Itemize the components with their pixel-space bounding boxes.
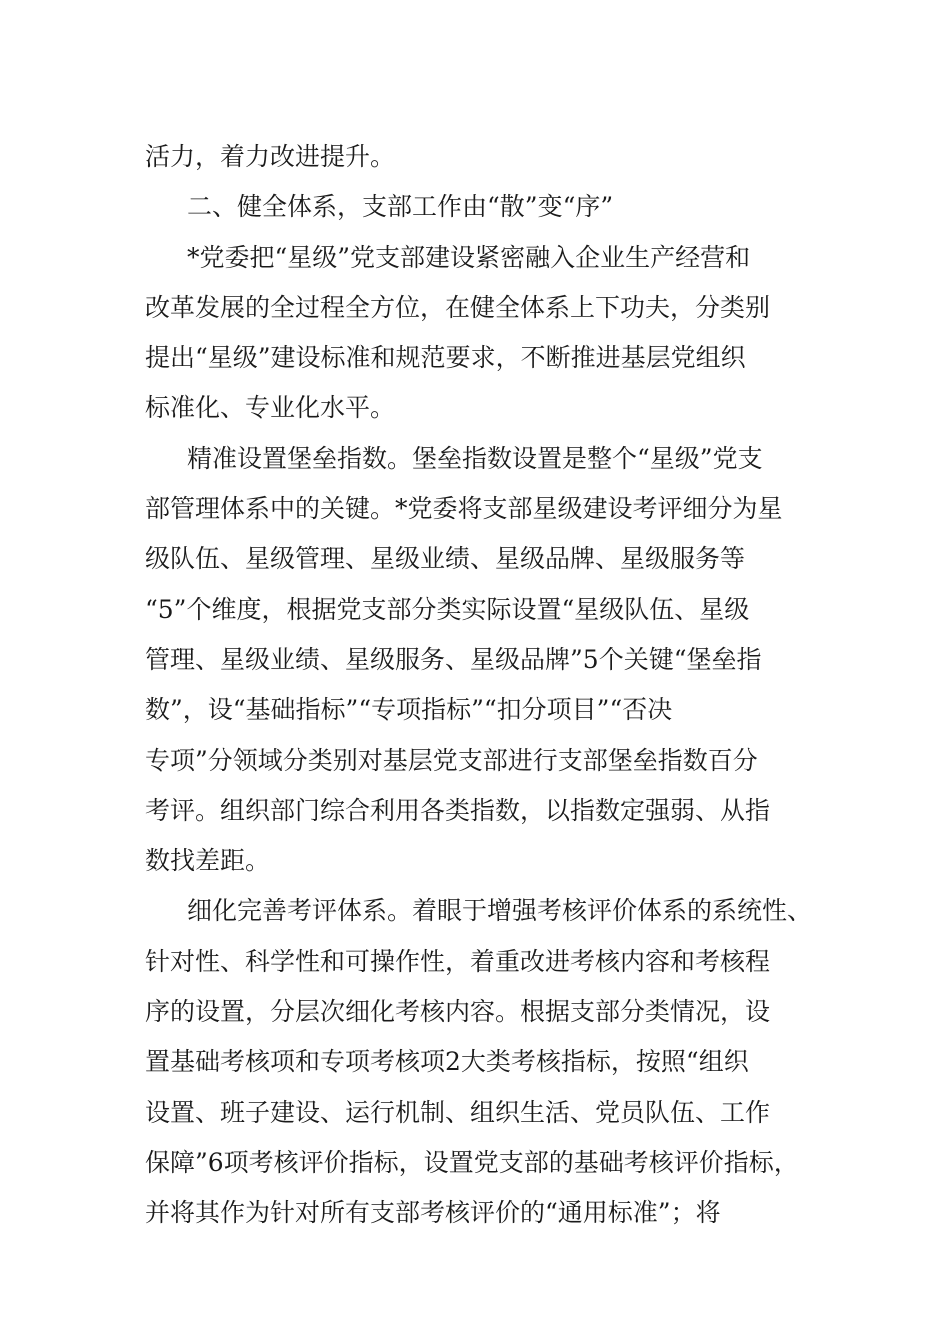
text-line: 管理、星级业绩、星级服务、星级品牌”5个关键“堡垒指 [145,644,762,674]
section-heading: 二、健全体系，支部工作由“散”变“序” [187,192,614,222]
text-line: 改革发展的全过程全方位，在健全体系上下功夫，分类别 [145,292,771,322]
text-line: “5”个维度，根据党支部分类实际设置“星级队伍、星级 [145,594,750,624]
text-line: 活力，着力改进提升。 [145,142,396,171]
text-line: 精准设置堡垒指数。堡垒指数设置是整个“星级”党支 [187,443,763,473]
text-line: 保障”6项考核评价指标，设置党支部的基础考核评价指标， [145,1147,799,1177]
document-body [145,132,817,1239]
text-line: *党委把“星级”党支部建设紧密融入企业生产经营和 [187,242,751,272]
text-line: 并将其作为针对所有支部考核评价的“通用标准”；将 [145,1198,721,1228]
text-line: 标准化、专业化水平。 [145,393,396,423]
text-line: 提出“星级”建设标准和规范要求，不断推进基层党组织 [145,343,746,373]
text-line: 部管理体系中的关键。*党委将支部星级建设考评细分为星 [145,494,783,524]
text-line: 序的设置，分层次细化考核内容。根据支部分类情况，设 [145,997,771,1027]
text-line: 设置、班子建设、运行机制、组织生活、党员队伍、工作 [145,1097,771,1127]
text-line: 数找差距。 [145,846,271,876]
text-line: 置基础考核项和专项考核项2大类考核指标，按照“组织 [145,1047,749,1077]
text-line: 数”，设“基础指标”“专项指标”“扣分项目”“否决 [145,695,673,725]
text-line: 考评。组织部门综合利用各类指数，以指数定强弱、从指 [145,795,771,825]
text-line: 专项”分领域分类别对基层党支部进行支部堡垒指数百分 [145,745,758,775]
text-line: 细化完善考评体系。着眼于增强考核评价体系的系统性、 [187,896,813,926]
text-line: 针对性、科学性和可操作性，着重改进考核内容和考核程 [145,946,771,976]
text-line: 级队伍、星级管理、星级业绩、星级品牌、星级服务等 [145,544,746,574]
